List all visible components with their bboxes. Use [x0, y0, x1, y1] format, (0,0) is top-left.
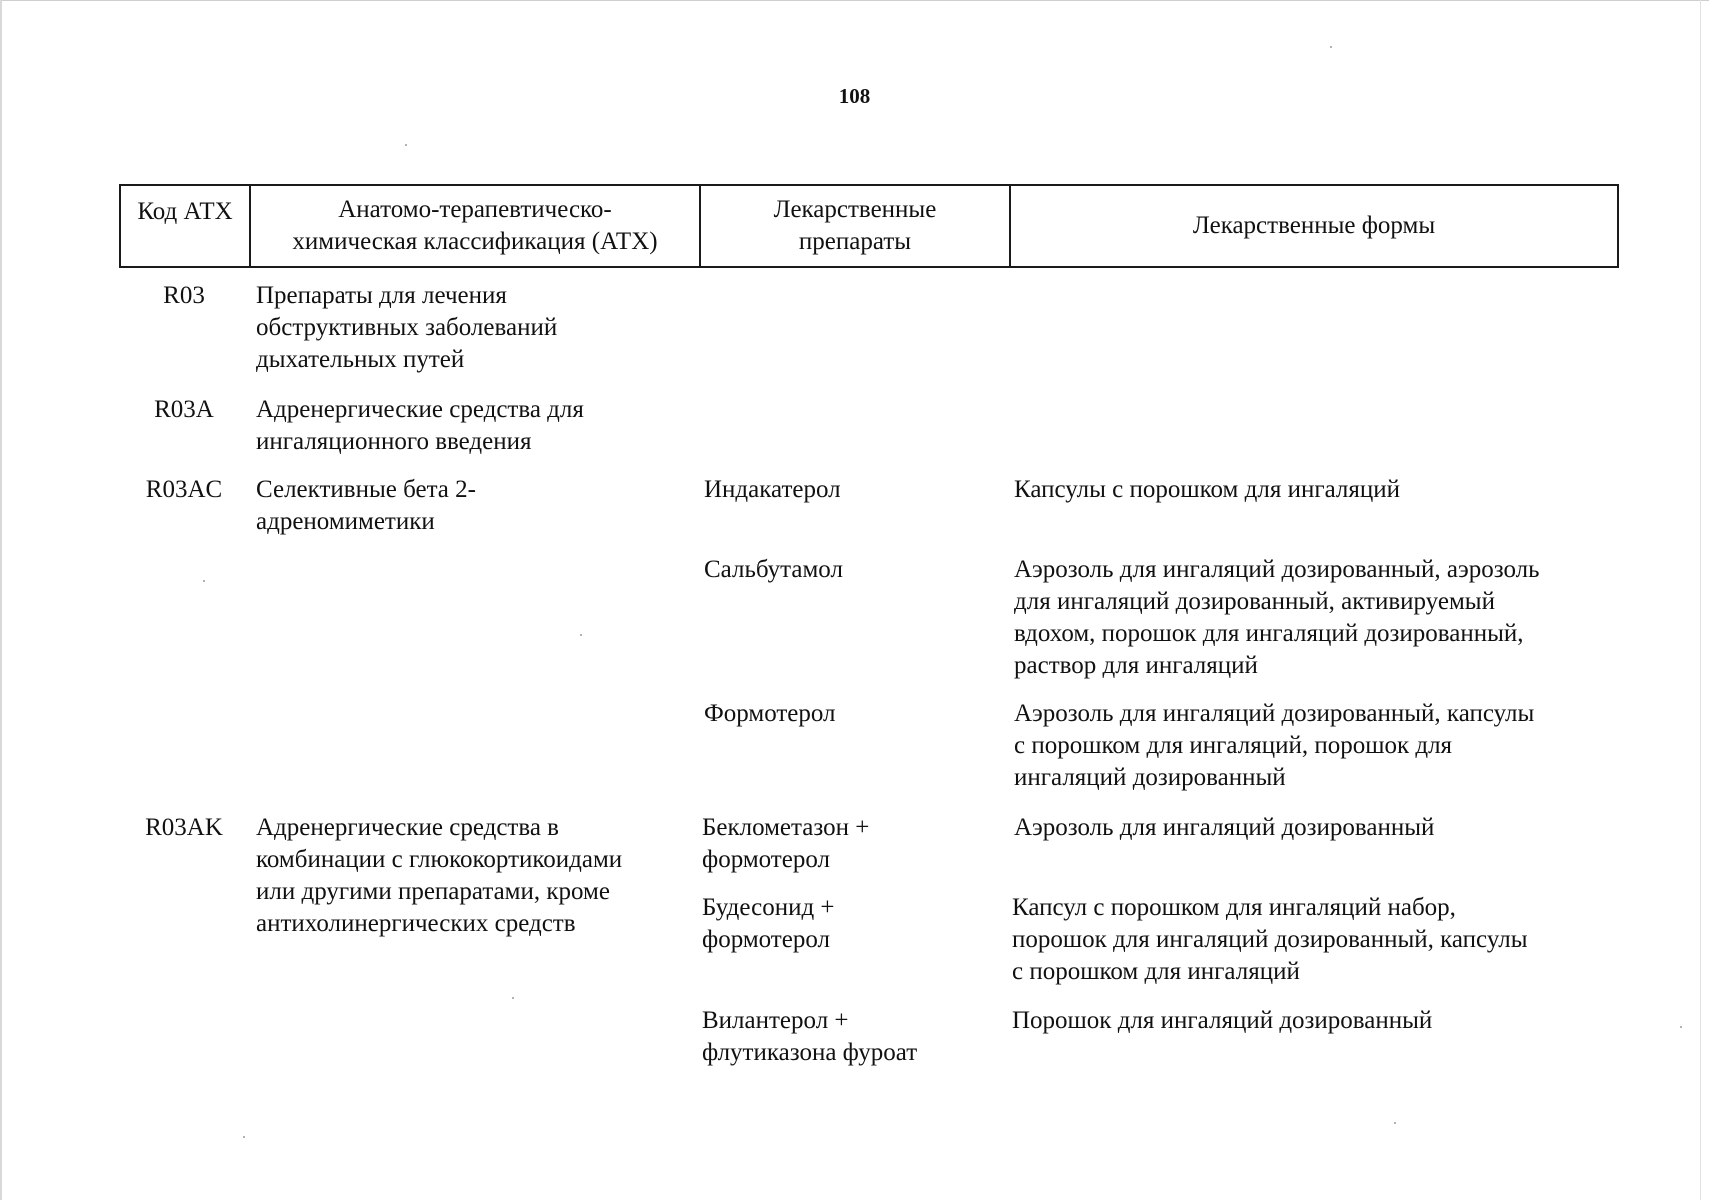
atc-classification-r03ak — [256, 812, 622, 940]
dosage-forms — [1012, 1005, 1432, 1037]
text-line: адреномиметики — [256, 508, 435, 535]
drug-name — [704, 554, 843, 586]
text-line: Капсулы с порошком для ингаляций — [1014, 476, 1401, 503]
table-header — [119, 184, 1619, 268]
text-line: Формотерол — [704, 700, 836, 727]
scan-speck — [1394, 1122, 1396, 1124]
text-line: Будесонид + — [702, 894, 835, 921]
atc-code-r03a: R03A — [154, 396, 214, 423]
atc-classification-r03 — [256, 280, 557, 376]
header-line: Код АТХ — [137, 198, 233, 225]
text-line: антихолинергических средств — [256, 910, 576, 937]
text-line: Препараты для лечения — [256, 282, 507, 309]
text-line: обструктивных заболеваний — [256, 314, 558, 341]
header-line: химическая классификация (АТХ) — [292, 228, 658, 255]
header-atc-classification — [251, 186, 701, 266]
header-line: Лекарственные — [773, 196, 937, 223]
text-line: Капсул с порошком для ингаляций набор, — [1012, 894, 1456, 921]
drug-name — [704, 474, 841, 506]
dosage-forms — [1014, 812, 1434, 844]
dosage-forms — [1012, 892, 1528, 988]
text-line: Индакатерол — [704, 476, 841, 503]
atc-code-r03: R03 — [163, 282, 205, 309]
scan-speck — [405, 144, 407, 146]
text-line: формотерол — [702, 846, 830, 873]
text-line: формотерол — [702, 926, 830, 953]
drug-name — [704, 698, 836, 730]
text-line: дыхательных путей — [256, 346, 465, 373]
text-line: раствор для ингаляций — [1014, 652, 1258, 679]
scan-edge-left — [0, 0, 2, 1200]
text-line: порошок для ингаляций дозированный, капсулы — [1012, 926, 1528, 953]
header-line: Лекарственные формы — [1192, 212, 1436, 239]
text-line: Адренергические средства для — [256, 396, 584, 423]
scan-speck — [243, 1136, 245, 1138]
text-line: ингаляционного введения — [256, 428, 532, 455]
text-line: вдохом, порошок для ингаляций дозированный, — [1014, 620, 1524, 647]
text-line: флутиказона фуроат — [702, 1039, 918, 1066]
header-line: препараты — [798, 228, 912, 255]
dosage-forms — [1014, 698, 1534, 794]
text-line: для ингаляций дозированный, активируемый — [1014, 588, 1495, 615]
header-line: Анатомо-терапевтическо- — [338, 196, 612, 223]
scan-speck — [580, 634, 582, 636]
dosage-forms — [1014, 474, 1400, 506]
drug-name — [702, 812, 869, 876]
text-line: или другими препаратами, кроме — [256, 878, 610, 905]
text-line: Порошок для ингаляций дозированный — [1012, 1007, 1433, 1034]
text-line: Беклометазон + — [702, 814, 870, 841]
header-dosage-forms — [1011, 186, 1617, 266]
text-line: ингаляций дозированный — [1014, 764, 1286, 791]
text-line: Аэрозоль для ингаляций дозированный — [1014, 814, 1435, 841]
atc-code-r03ak: R03AK — [145, 814, 223, 841]
text-line: Вилантерол + — [702, 1007, 849, 1034]
drug-name — [702, 1005, 917, 1069]
scan-edge-right — [1700, 0, 1701, 1200]
text-line: Аэрозоль для ингаляций дозированный, аэрозоль — [1014, 556, 1540, 583]
atc-code-r03ac: R03AC — [145, 476, 223, 503]
page-number: 108 — [838, 84, 871, 108]
text-line: Аэрозоль для ингаляций дозированный, капсулы — [1014, 700, 1535, 727]
scan-edge-top — [0, 0, 1709, 1]
text-line: Адренергические средства в — [256, 814, 559, 841]
scan-speck — [203, 580, 205, 582]
text-line: с порошком для ингаляций — [1012, 958, 1300, 985]
scan-speck — [512, 997, 514, 999]
scan-speck — [1330, 46, 1332, 48]
scan-speck — [1680, 1026, 1682, 1028]
text-line: комбинации с глюкокортикоидами — [256, 846, 623, 873]
header-drugs — [701, 186, 1011, 266]
text-line: с порошком для ингаляций, порошок для — [1014, 732, 1453, 759]
text-line: Селективные бета 2- — [256, 476, 476, 503]
drug-name — [702, 892, 835, 956]
atc-classification-r03a — [256, 394, 584, 458]
text-line: Сальбутамол — [704, 556, 843, 583]
header-atc-code — [121, 186, 251, 266]
dosage-forms — [1014, 554, 1540, 682]
atc-classification-r03ac — [256, 474, 476, 538]
